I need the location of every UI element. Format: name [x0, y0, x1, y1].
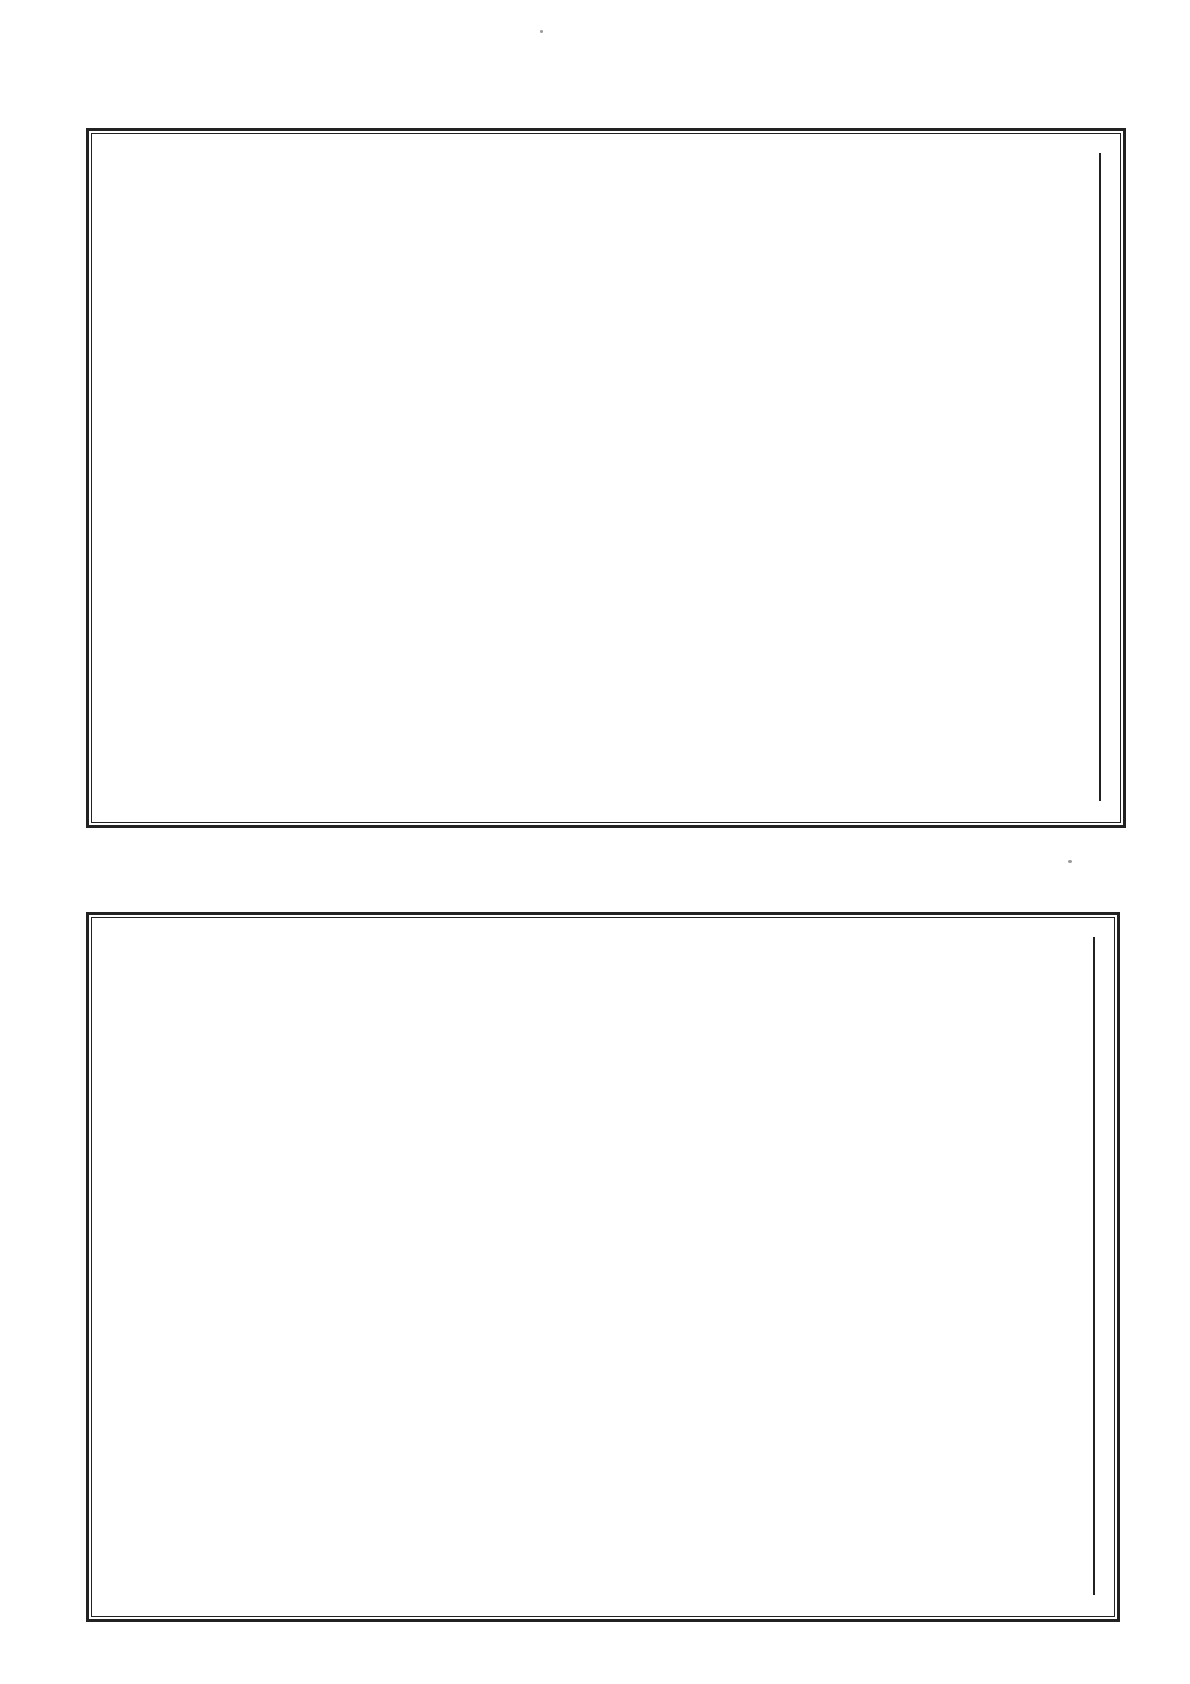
page-bottom-content: [89, 915, 1115, 1617]
page-top-header: [1099, 153, 1107, 801]
page-bottom-header: [1093, 937, 1101, 1595]
page-frame-top: [86, 128, 1126, 828]
scan-speck: [540, 30, 543, 33]
page-frame-bottom: [86, 912, 1120, 1622]
page-top-content: [89, 131, 1121, 823]
scan-speck: [1068, 860, 1072, 863]
